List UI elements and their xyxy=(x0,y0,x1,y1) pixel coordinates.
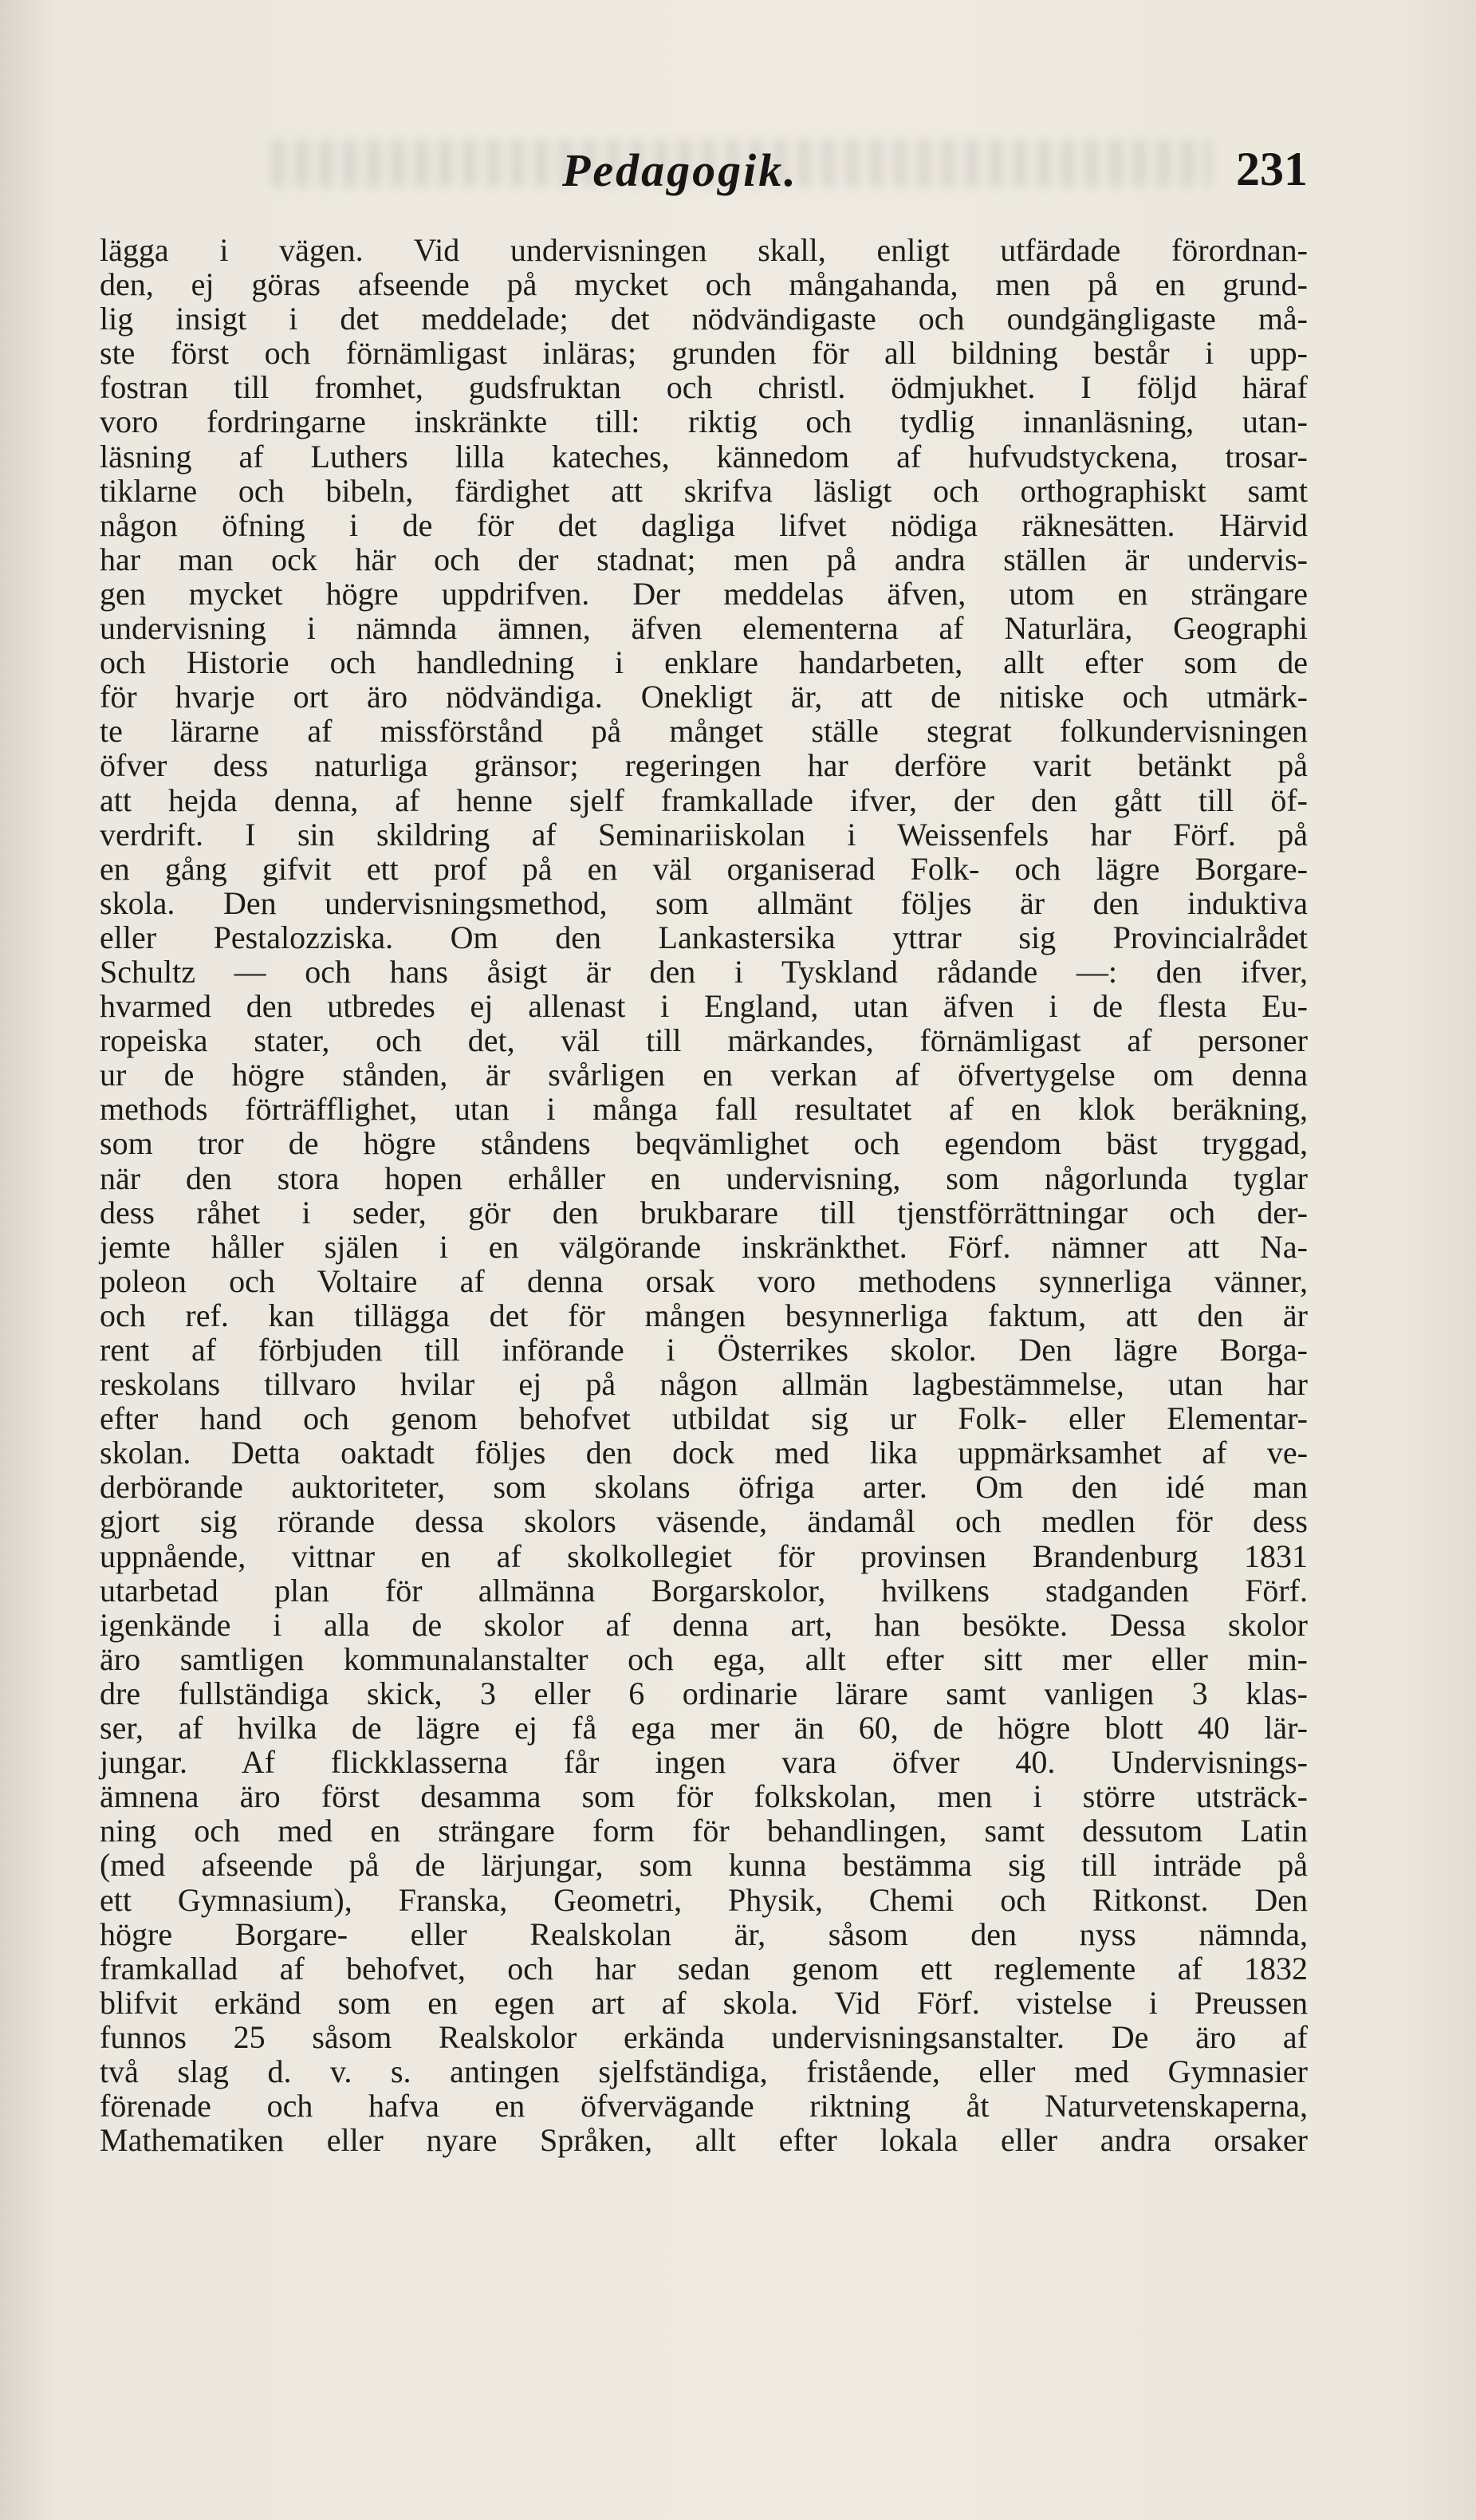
text-line: öfver dess naturliga gränsor; regeringen har derföre varit betänkt på xyxy=(100,747,1308,784)
text-line: fostran till fromhet, gudsfruktan och christl. ödmjukhet. I följd häraf xyxy=(100,369,1308,406)
text-line: poleon och Voltaire af denna orsak voro methodens synnerliga vänner, xyxy=(100,1262,1308,1299)
text-line: reskolans tillvaro hvilar ej på någon allmän lagbestämmelse, utan har xyxy=(100,1366,1308,1403)
text-line: och ref. kan tillägga det för mången besynnerliga faktum, att den är xyxy=(100,1297,1308,1333)
page-number: 231 xyxy=(1236,143,1308,195)
text-line: läsning af Luthers lilla kateches, kännedom af hufvudstyckena, trosar- xyxy=(100,438,1308,474)
text-line: Mathematiken eller nyare Språken, allt efter lokala eller andra orsaker xyxy=(100,2122,1308,2159)
running-title: Pedagogik. xyxy=(562,144,798,196)
text-line: lägga i vägen. Vid undervisningen skall, enligt utfärdade förordnan- xyxy=(100,232,1308,268)
text-line: äro samtligen kommunalanstalter och ega, allt efter sitt mer eller min- xyxy=(100,1640,1308,1677)
text-line: dre fullständiga skick, 3 eller 6 ordinarie lärare samt vanligen 3 klas- xyxy=(100,1675,1308,1711)
text-line: funnos 25 såsom Realskolor erkända undervisningsanstalter. De äro af xyxy=(100,2018,1308,2055)
text-line: te lärarne af missförstånd på månget ställe stegrat folkundervisningen xyxy=(100,713,1308,750)
text-line: derbörande auktoriteter, som skolans öfriga arter. Om den idé man xyxy=(100,1469,1308,1506)
text-line: ste först och förnämligast inläras; grunden för all bildning består i upp- xyxy=(100,335,1308,372)
text-line: tiklarne och bibeln, färdighet att skrifva läsligt och orthographiskt samt xyxy=(100,472,1308,509)
text-line: och Historie och handledning i enklare handarbeten, allt efter som de xyxy=(100,644,1308,681)
text-line: har man ock här och der stadnat; men på andra ställen är undervis- xyxy=(100,541,1308,577)
text-line: förenade och hafva en öfvervägande riktning åt Naturvetenskaperna, xyxy=(100,2088,1308,2124)
text-line: hvarmed den utbredes ej allenast i England, utan äfven i de flesta Eu- xyxy=(100,988,1308,1025)
text-line: som tror de högre ståndens beqvämlighet och egendom bäst tryggad, xyxy=(100,1125,1308,1162)
text-line: rent af förbjuden till införande i Österrikes skolor. Den lägre Borga- xyxy=(100,1332,1308,1368)
text-line: gen mycket högre uppdrifven. Der meddelas äfven, utom en strängare xyxy=(100,575,1308,612)
body-text xyxy=(100,233,1308,2157)
text-line: skolan. Detta oaktadt följes den dock med lika uppmärksamhet af ve- xyxy=(100,1435,1308,1471)
text-line: ämnena äro först desamma som för folkskolan, men i större utsträck- xyxy=(100,1778,1308,1815)
text-line: skola. Den undervisningsmethod, som allmänt följes är den induktiva xyxy=(100,884,1308,921)
text-line: methods förträfflighet, utan i många fall resultatet af en klok beräkning, xyxy=(100,1091,1308,1128)
text-line: uppnående, vittnar en af skolkollegiet för provinsen Brandenburg 1831 xyxy=(100,1538,1308,1574)
text-line: jungar. Af flickklasserna får ingen vara öfver 40. Undervisnings- xyxy=(100,1744,1308,1781)
text-line: Schultz — och hans åsigt är den i Tyskland rådande —: den ifver, xyxy=(100,953,1308,990)
text-line: ett Gymnasium), Franska, Geometri, Physik, Chemi och Ritkonst. Den xyxy=(100,1881,1308,1918)
text-line: att hejda denna, af henne sjelf framkallade ifver, der den gått till öf- xyxy=(100,782,1308,818)
text-line: utarbetad plan för allmänna Borgarskolor, hvilkens stadganden Förf. xyxy=(100,1572,1308,1608)
text-line: (med afseende på de lärjungar, som kunna bestämma sig till inträde på xyxy=(100,1847,1308,1884)
text-line: den, ej göras afseende på mycket och mångahanda, men på en grund- xyxy=(100,266,1308,303)
text-line: två slag d. v. s. antingen sjelfständiga, fristående, eller med Gymnasier xyxy=(100,2053,1308,2089)
text-line: ropeiska stater, och det, väl till märkandes, förnämligast af personer xyxy=(100,1022,1308,1059)
text-line: efter hand och genom behofvet utbildat sig ur Folk- eller Elementar- xyxy=(100,1400,1308,1437)
text-line: voro fordringarne inskränkte till: riktig och tydlig innanläsning, utan- xyxy=(100,404,1308,440)
text-line: undervisning i nämnda ämnen, äfven elementerna af Naturlära, Geographi xyxy=(100,610,1308,647)
text-line: jemte håller själen i en välgörande inskränkthet. Förf. nämner att Na- xyxy=(100,1228,1308,1265)
text-line: en gång gifvit ett prof på en väl organiserad Folk- och lägre Borgare- xyxy=(100,850,1308,887)
text-line: någon öfning i de för det dagliga lifvet nödiga räknesätten. Härvid xyxy=(100,506,1308,543)
text-line: ser, af hvilka de lägre ej få ega mer än 60, de högre blott 40 lär- xyxy=(100,1710,1308,1746)
text-line: framkallad af behofvet, och har sedan genom ett reglemente af 1832 xyxy=(100,1950,1308,1986)
text-line: ning och med en strängare form för behandlingen, samt dessutom Latin xyxy=(100,1813,1308,1849)
text-line: gjort sig rörande dessa skolors väsende, ändamål och medlen för dess xyxy=(100,1503,1308,1540)
text-line: högre Borgare- eller Realskolan är, såsom den nyss nämnda, xyxy=(100,1916,1308,1952)
text-line: blifvit erkänd som en egen art af skola. Vid Förf. vistelse i Preussen xyxy=(100,1984,1308,2021)
text-line: verdrift. I sin skildring af Seminariiskolan i Weissenfels har Förf. på xyxy=(100,816,1308,852)
text-line: igenkände i alla de skolor af denna art, han besökte. Dessa skolor xyxy=(100,1606,1308,1643)
text-line: ur de högre stånden, är svårligen en verkan af öfvertygelse om denna xyxy=(100,1057,1308,1093)
text-line: dess råhet i seder, gör den brukbarare till tjenstförrättningar och der- xyxy=(100,1194,1308,1230)
text-line: för hvarje ort äro nödvändiga. Onekligt är, att de nitiske och utmärk- xyxy=(100,679,1308,715)
text-line: lig insigt i det meddelade; det nödvändigaste och oundgängligaste må- xyxy=(100,301,1308,337)
text-line: när den stora hopen erhåller en undervisning, som någorlunda tyglar xyxy=(100,1160,1308,1196)
text-line: eller Pestalozziska. Om den Lankastersika yttrar sig Provincialrådet xyxy=(100,919,1308,955)
running-head xyxy=(100,134,1308,206)
